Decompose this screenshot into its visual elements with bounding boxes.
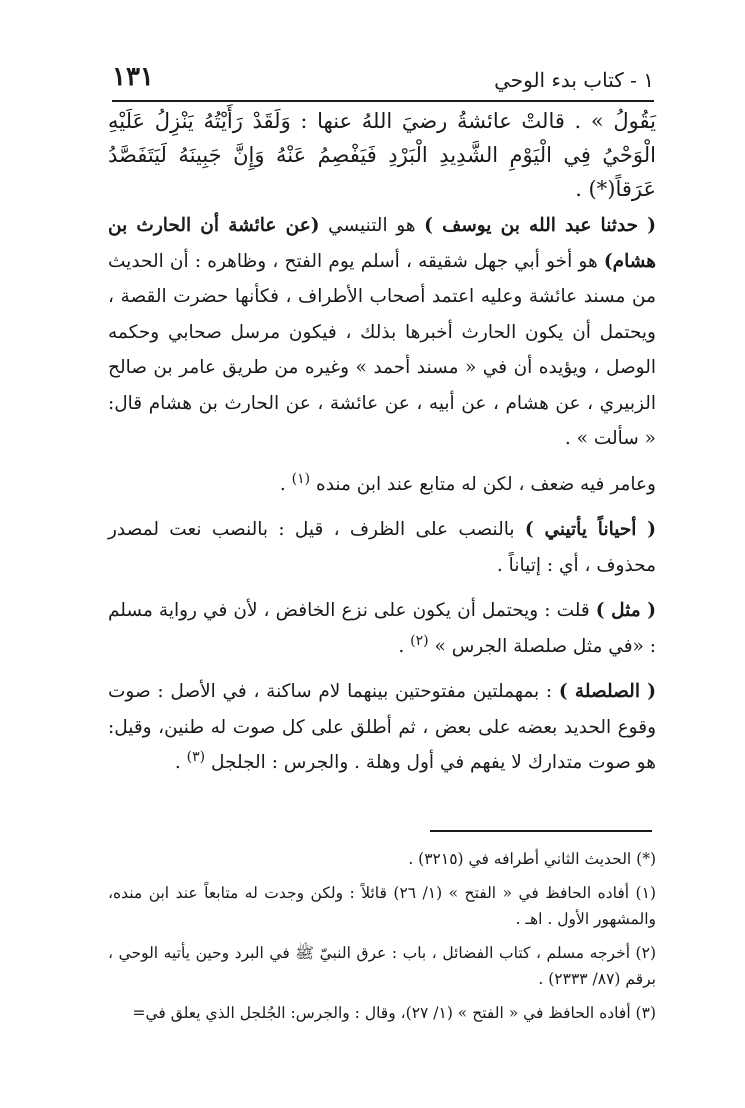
lemma-narrator: ( حدثنا عبد الله بن يوسف ) <box>424 215 657 236</box>
commentary-text: : بمهملتين مفتوحتين بينهما لام ساكنة ، في الأصل : صوت وقوع الحديد بعضه على بعض ، ثم أطلق على كل صوت له طنين، وقيل: هو صوت متدارك لا يفهم في أول وهلة . والجرس : الجلجل <box>108 681 656 773</box>
footnotes <box>108 846 656 1034</box>
footnote-divider <box>430 830 652 832</box>
main-text <box>108 104 656 781</box>
commentary-text: هو أخو أبي جهل شقيقه ، أسلم يوم الفتح ، وظاهره : أن الحديث من مسند عائشة وعليه اعتمد أصحاب الأطراف ، فكأنها حضرت القصة ، ويحتمل أن يكون الحارث أخبرها بذلك ، فيكون مرسل صحابي وحكمه الوصل ، ويؤيده أن في « مسند أحمد » وغيره من طريق عامر بن صالح الزبيري ، عن هشام ، عن أبيه ، عن عائشة ، عن الحارث بن هشام قال: « سألت » . <box>108 250 656 449</box>
page-header <box>112 60 654 102</box>
footnote-2: (٢) أخرجه مسلم ، كتاب الفضائل ، باب : عرق النبيّ ﷺ في البرد وحين يأتيه الوحي ، برقم (٨٧/ ٢٣٣٣) . <box>108 944 656 988</box>
hadith-text: يَقُولُ » . قالتْ عائشةُ رضيَ اللهُ عنها : وَلَقَدْ رَأَيْتُهُ يَنْزِلُ عَلَيْهِ الْوَحْيُ فِي الْيَوْمِ الشَّدِيدِ الْبَرْدِ فَيَفْصِمُ عَنْهُ وَإِنَّ جَبِينَهُ لَيَتَفَصَّدُ عَرَقاً(*) . <box>108 109 656 201</box>
running-title: ١ - كتاب بدء الوحي <box>494 68 654 92</box>
commentary-paragraph-5 <box>108 674 656 781</box>
footnote-ref-1: (١) <box>291 470 311 487</box>
commentary-text: . <box>279 473 292 495</box>
commentary-paragraph-1 <box>108 208 656 457</box>
page-number: ١٣١ <box>112 62 154 92</box>
commentary-text: وعامر فيه ضعف ، لكن له متابع عند ابن منده <box>310 473 656 495</box>
lemma-ahyanan: ( أحياناً يأتيني ) <box>524 519 656 540</box>
commentary-text: قلت : ويحتمل أن يكون على نزع الخافض ، لأن في رواية مسلم : «في مثل صلصلة الجرس » <box>108 600 656 657</box>
footnote-ref-2: (٢) <box>410 632 429 649</box>
commentary-paragraph-3 <box>108 512 656 583</box>
lemma-chain: (عن عائشة أن الحارث بن هشام) <box>108 215 656 272</box>
footnote-ref-3: (٣) <box>186 748 206 765</box>
commentary-text: . <box>174 752 187 773</box>
lemma-mithl: ( مثل ) <box>595 600 657 621</box>
footnote-3: (٣) أفاده الحافظ في « الفتح » (١/ ٢٧)، وقال : والجرس: الجُلجل الذي يعلق في= <box>132 1004 656 1022</box>
commentary-text: . <box>398 635 411 657</box>
commentary-paragraph-2 <box>108 467 656 503</box>
commentary-paragraph-4 <box>108 593 656 664</box>
commentary-text: هو التنيسي <box>319 215 425 236</box>
commentary-text: بالنصب على الظرف ، قيل : بالنصب نعت لمصدر محذوف ، أي : إتياناً . <box>108 519 656 576</box>
footnote-star: (*) الحديث الثاني أطرافه في (٣٢١٥) . <box>408 850 656 868</box>
footnote-1: (١) أفاده الحافظ في « الفتح » (١/ ٢٦) قائلاً : ولكن وجدت له متابعاً عند ابن منده، والمشهور الأول . اهـ . <box>108 884 656 928</box>
lemma-salsala: ( الصلصلة ) <box>558 681 656 702</box>
